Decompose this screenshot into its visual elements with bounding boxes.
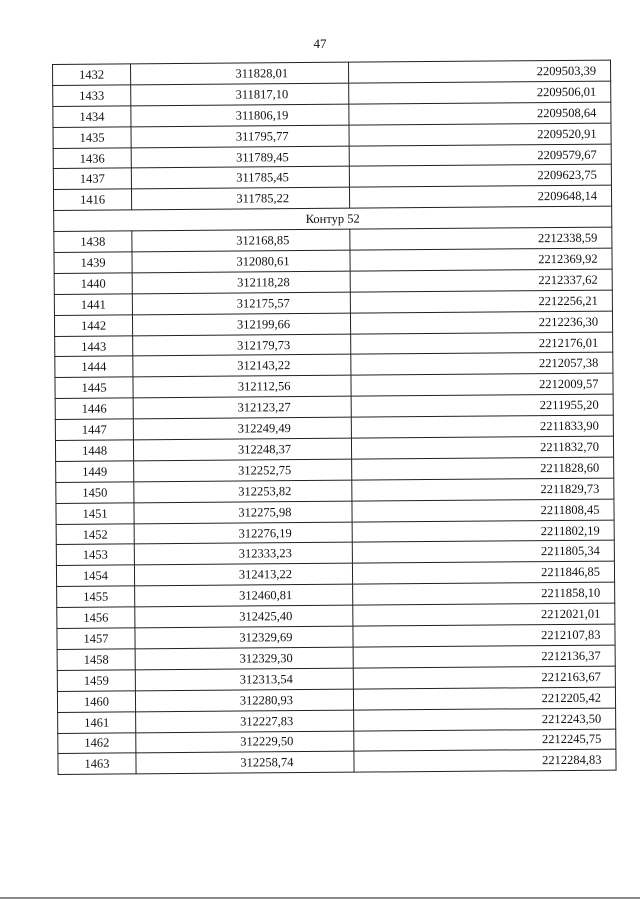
x-coordinate-cell: 312143,22 [133, 355, 351, 378]
y-coordinate-cell: 2209520,91 [349, 123, 611, 146]
coordinates-table [52, 60, 617, 776]
point-number-cell: 1444 [55, 356, 133, 378]
point-number-cell: 1449 [56, 461, 134, 483]
point-number-cell: 1459 [57, 670, 135, 692]
point-number-cell: 1438 [54, 231, 132, 253]
x-coordinate-cell: 312413,22 [134, 564, 352, 587]
y-coordinate-cell: 2209503,39 [348, 60, 610, 83]
y-coordinate-cell: 2211808,45 [352, 499, 614, 522]
contour-label: Контур 52 [54, 206, 612, 231]
y-coordinate-cell: 2211828,60 [352, 457, 614, 480]
y-coordinate-cell: 2212236,30 [350, 311, 612, 334]
y-coordinate-cell: 2212205,42 [353, 687, 615, 710]
y-coordinate-cell: 2211829,73 [352, 478, 614, 501]
x-coordinate-cell: 312199,66 [132, 313, 350, 336]
x-coordinate-cell: 312123,27 [133, 396, 351, 419]
y-coordinate-cell: 2212176,01 [351, 332, 613, 355]
y-coordinate-cell: 2209579,67 [349, 144, 611, 167]
x-coordinate-cell: 311828,01 [131, 62, 349, 85]
point-number-cell: 1443 [55, 335, 133, 357]
point-number-cell: 1455 [57, 586, 135, 608]
y-coordinate-cell: 2212107,83 [353, 624, 615, 647]
x-coordinate-cell: 312329,69 [135, 626, 353, 649]
y-coordinate-cell: 2212245,75 [354, 729, 616, 752]
y-coordinate-cell: 2212009,57 [351, 373, 613, 396]
y-coordinate-cell: 2209623,75 [349, 165, 611, 188]
y-coordinate-cell: 2212243,50 [354, 708, 616, 731]
point-number-cell: 1437 [53, 168, 131, 190]
x-coordinate-cell: 312313,54 [135, 668, 353, 691]
y-coordinate-cell: 2211805,34 [352, 541, 614, 564]
point-number-cell: 1441 [54, 294, 132, 316]
x-coordinate-cell: 312248,37 [133, 438, 351, 461]
point-number-cell: 1450 [56, 482, 134, 504]
point-number-cell: 1451 [56, 503, 134, 525]
y-coordinate-cell: 2212369,92 [350, 248, 612, 271]
x-coordinate-cell: 311806,19 [131, 104, 349, 127]
x-coordinate-cell: 311789,45 [131, 146, 349, 169]
y-coordinate-cell: 2212021,01 [353, 603, 615, 626]
y-coordinate-cell: 2212163,67 [353, 666, 615, 689]
y-coordinate-cell: 2211858,10 [353, 582, 615, 605]
y-coordinate-cell: 2212338,59 [350, 227, 612, 250]
point-number-cell: 1454 [56, 565, 134, 587]
y-coordinate-cell: 2209648,14 [349, 185, 611, 208]
page-number: 47 [313, 36, 327, 51]
point-number-cell: 1416 [53, 189, 131, 211]
point-number-cell: 1460 [57, 691, 135, 713]
y-coordinate-cell: 2209508,64 [349, 102, 611, 125]
y-coordinate-cell: 2212256,21 [350, 290, 612, 313]
x-coordinate-cell: 311785,22 [131, 188, 349, 211]
x-coordinate-cell: 312179,73 [133, 334, 351, 357]
x-coordinate-cell: 312227,83 [136, 710, 354, 733]
point-number-cell: 1432 [53, 64, 131, 86]
point-number-cell: 1462 [58, 732, 136, 754]
point-number-cell: 1434 [53, 106, 131, 128]
point-number-cell: 1436 [53, 147, 131, 169]
point-number-cell: 1463 [58, 753, 136, 775]
point-number-cell: 1442 [54, 315, 132, 337]
point-number-cell: 1452 [56, 523, 134, 545]
x-coordinate-cell: 312280,93 [135, 689, 353, 712]
y-coordinate-cell: 2212136,37 [353, 645, 615, 668]
x-coordinate-cell: 311817,10 [131, 83, 349, 106]
x-coordinate-cell: 312112,56 [133, 376, 351, 399]
y-coordinate-cell: 2211955,20 [351, 394, 613, 417]
y-coordinate-cell: 2212337,62 [350, 269, 612, 292]
point-number-cell: 1461 [58, 711, 136, 733]
x-coordinate-cell: 312080,61 [132, 250, 350, 273]
point-number-cell: 1448 [55, 440, 133, 462]
point-number-cell: 1440 [54, 273, 132, 295]
y-coordinate-cell: 2212057,38 [351, 353, 613, 376]
y-coordinate-cell: 2212284,83 [354, 749, 616, 772]
x-coordinate-cell: 312275,98 [134, 501, 352, 524]
point-number-cell: 1445 [55, 377, 133, 399]
point-number-cell: 1458 [57, 649, 135, 671]
y-coordinate-cell: 2211832,70 [351, 436, 613, 459]
x-coordinate-cell: 312329,30 [135, 647, 353, 670]
point-number-cell: 1456 [57, 607, 135, 629]
x-coordinate-cell: 312175,57 [132, 292, 350, 315]
y-coordinate-cell: 2211802,19 [352, 520, 614, 543]
x-coordinate-cell: 311785,45 [131, 167, 349, 190]
point-number-cell: 1446 [55, 398, 133, 420]
x-coordinate-cell: 312168,85 [132, 229, 350, 252]
point-number-cell: 1457 [57, 628, 135, 650]
table-row [58, 749, 616, 774]
point-number-cell: 1435 [53, 127, 131, 149]
x-coordinate-cell: 312425,40 [135, 605, 353, 628]
point-number-cell: 1447 [55, 419, 133, 441]
x-coordinate-cell: 312253,82 [134, 480, 352, 503]
y-coordinate-cell: 2211833,90 [351, 415, 613, 438]
y-coordinate-cell: 2209506,01 [349, 81, 611, 104]
x-coordinate-cell: 312276,19 [134, 522, 352, 545]
y-coordinate-cell: 2211846,85 [352, 561, 614, 584]
coordinates-sheet [52, 60, 618, 776]
x-coordinate-cell: 312460,81 [135, 584, 353, 607]
point-number-cell: 1439 [54, 252, 132, 274]
coordinates-table-body [53, 60, 617, 775]
x-coordinate-cell: 312333,23 [134, 543, 352, 566]
point-number-cell: 1453 [56, 544, 134, 566]
x-coordinate-cell: 312252,75 [134, 459, 352, 482]
x-coordinate-cell: 312249,49 [133, 417, 351, 440]
x-coordinate-cell: 312258,74 [136, 752, 354, 775]
x-coordinate-cell: 312229,50 [136, 731, 354, 754]
point-number-cell: 1433 [53, 85, 131, 107]
x-coordinate-cell: 311795,77 [131, 125, 349, 148]
x-coordinate-cell: 312118,28 [132, 271, 350, 294]
